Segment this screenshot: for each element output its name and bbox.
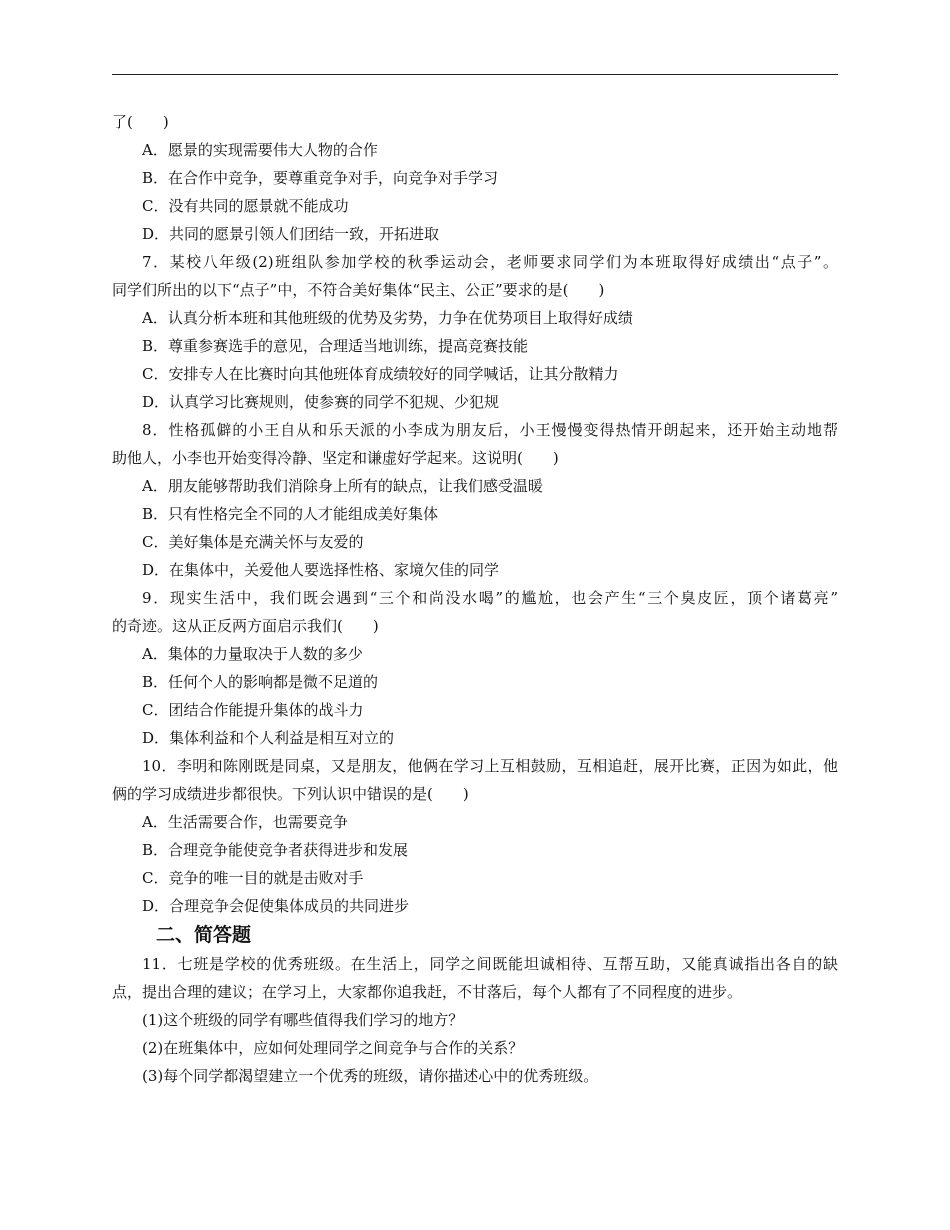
option-c: C．竞争的唯一目的就是击败对手 bbox=[142, 869, 364, 887]
question-8 bbox=[112, 416, 838, 584]
question-stem-continued: 的奇迹。这从正反两方面启示我们( ) bbox=[112, 617, 379, 635]
option-a: A．生活需要合作，也需要竞争 bbox=[142, 813, 348, 831]
option-c: C．安排专人在比赛时向其他班体育成绩较好的同学喊话，让其分散精力 bbox=[142, 365, 619, 383]
question-6 bbox=[112, 108, 838, 248]
option-a: A．愿景的实现需要伟大人物的合作 bbox=[142, 141, 378, 159]
question-9 bbox=[112, 584, 838, 752]
option-b: B．任何个人的影响都是微不足道的 bbox=[142, 673, 379, 691]
subquestion-2: (2)在班集体中，应如何处理同学之间竞争与合作的关系？ bbox=[142, 1039, 524, 1057]
section-title: 二、简答题 bbox=[156, 924, 252, 946]
option-b: B．尊重参赛选手的意见，合理适当地训练，提高竞赛技能 bbox=[142, 337, 529, 355]
question-stem: 9．现实生活中，我们既会遇到“三个和尚没水喝”的尴尬，也会产生“三个臭皮匠，顶个诸葛亮” bbox=[142, 589, 838, 607]
option-c: C．团结合作能提升集体的战斗力 bbox=[142, 701, 364, 719]
question-stem: 8．性格孤僻的小王自从和乐天派的小李成为朋友后，小王慢慢变得热情开朗起来，还开始主动地帮 bbox=[142, 421, 838, 439]
option-a: A．认真分析本班和其他班级的优势及劣势，力争在优势项目上取得好成绩 bbox=[142, 309, 633, 327]
subquestion-3: (3)每个同学都渴望建立一个优秀的班级，请你描述心中的优秀班级。 bbox=[142, 1067, 599, 1085]
option-b: B．只有性格完全不同的人才能组成美好集体 bbox=[142, 505, 439, 523]
option-b: B．在合作中竞争，要尊重竞争对手，向竞争对手学习 bbox=[142, 169, 499, 187]
option-d: D．在集体中，关爱他人要选择性格、家境欠佳的同学 bbox=[142, 561, 500, 579]
subquestion-1: (1)这个班级的同学有哪些值得我们学习的地方？ bbox=[142, 1011, 464, 1029]
option-d: D．共同的愿景引领人们团结一致，开拓进取 bbox=[142, 225, 440, 243]
option-d: D．认真学习比赛规则，使参赛的同学不犯规、少犯规 bbox=[142, 393, 500, 411]
question-stem: 了( ) bbox=[112, 113, 169, 131]
option-d: D．集体利益和个人利益是相互对立的 bbox=[142, 729, 395, 747]
worksheet-content bbox=[112, 108, 838, 1090]
question-stem-continued: 同学们所出的以下“点子”中，不符合美好集体“民主、公正”要求的是( ) bbox=[112, 281, 605, 299]
question-stem: 11．七班是学校的优秀班级。在生活上，同学之间既能坦诚相待、互帮互助，又能真诚指出各自的缺 bbox=[142, 955, 838, 973]
question-10 bbox=[112, 752, 838, 920]
question-stem-continued: 俩的学习成绩进步都很快。下列认识中错误的是( ) bbox=[112, 785, 469, 803]
question-stem: 10．李明和陈刚既是同桌，又是朋友，他俩在学习上互相鼓励，互相追赶，展开比赛，正因为如此，他 bbox=[142, 757, 838, 775]
question-7 bbox=[112, 248, 838, 416]
option-a: A．朋友能够帮助我们消除身上所有的缺点，让我们感受温暖 bbox=[142, 477, 543, 495]
option-d: D．合理竞争会促使集体成员的共同进步 bbox=[142, 897, 410, 915]
option-b: B．合理竞争能使竞争者获得进步和发展 bbox=[142, 841, 409, 859]
option-c: C．美好集体是充满关怀与友爱的 bbox=[142, 533, 364, 551]
question-stem-continued: 助他人，小李也开始变得冷静、坚定和谦虚好学起来。这说明( ) bbox=[112, 449, 559, 467]
header-rule bbox=[112, 74, 838, 75]
question-stem: 7．某校八年级(2)班组队参加学校的秋季运动会，老师要求同学们为本班取得好成绩出“点子”。 bbox=[142, 253, 838, 271]
option-a: A．集体的力量取决于人数的多少 bbox=[142, 645, 363, 663]
question-stem-continued: 点，提出合理的建议；在学习上，大家都你追我赶，不甘落后，每个人都有了不同程度的进步。 bbox=[112, 983, 743, 1001]
question-11 bbox=[112, 950, 838, 1090]
option-c: C．没有共同的愿景就不能成功 bbox=[142, 197, 349, 215]
